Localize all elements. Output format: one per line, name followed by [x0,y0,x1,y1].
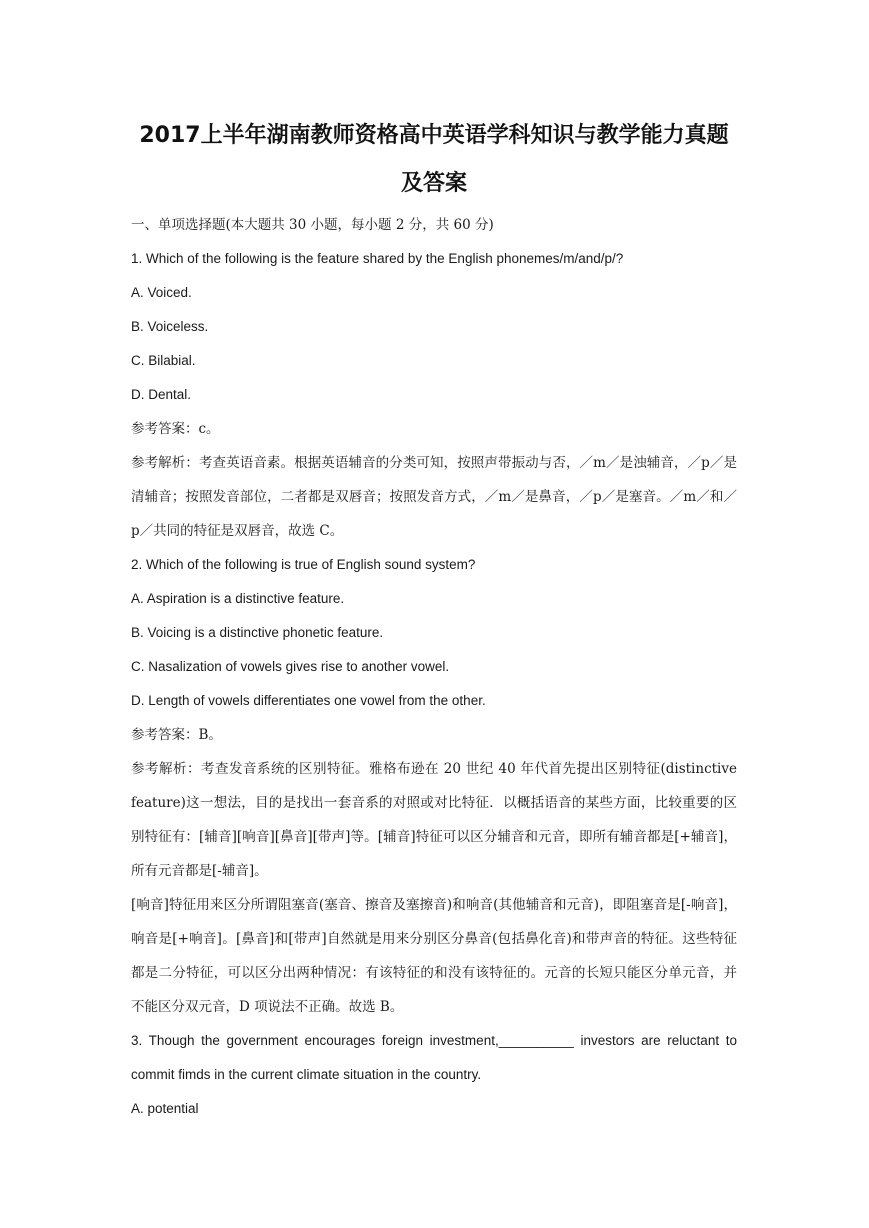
section-heading: 一、单项选择题(本大题共 30 小题，每小题 2 分，共 60 分) [131,217,494,233]
question-2-option-a: A. Aspiration is a distinctive feature. [131,591,345,606]
question-3-stem: 3. Though the government encourages foreign investment,__________ investors are reluctant to commit fimds in the current climate situation in the country. [131,1033,737,1082]
question-2-option-c: C. Nasalization of vowels gives rise to another vowel. [131,659,450,674]
question-1-option-d: D. Dental. [131,387,192,402]
document-page [131,0,737,1126]
question-1-option-a: A. Voiced. [131,285,192,300]
question-3-option-a: A. potential [131,1101,199,1116]
question-1-answer: 参考答案：c。 [131,421,220,437]
question-1-option-c: C. Bilabial. [131,353,196,368]
document-title: 2017上半年湖南教师资格高中英语学科知识与教学能力真题及答案 [139,123,729,196]
question-2-analysis-part-2: [响音]特征用来区分所谓阻塞音(塞音、擦音及塞擦音)和响音(其他辅音和元音)，即阻塞音是[-响音]，响音是[+响音]。[鼻音]和[带声]自然就是用来分别区分鼻音(包括鼻化音)和带声音的特征。这些特征都是二分特征，可以区分出两种情况：有该特征的和没有该特征的。元音的长短只能区分单元音，并不能区分双元音，D 项说法不正确。故选 B。 [131,897,737,1015]
question-1-analysis: 参考解析：考查英语音素。根据英语辅音的分类可知，按照声带振动与否，／m／是浊辅音，／p／是清辅音；按照发音部位，二者都是双唇音；按照发音方式，／m／是鼻音，／p／是塞音。／m／和／p／共同的特征是双唇音，故选 C。 [131,455,737,539]
question-2-answer: 参考答案：B。 [131,727,222,743]
question-1-option-b: B. Voiceless. [131,319,209,334]
question-2-stem: 2. Which of the following is true of English sound system? [131,557,476,572]
question-1-stem: 1. Which of the following is the feature shared by the English phonemes/m/and/p/? [131,251,624,266]
question-2-option-d: D. Length of vowels differentiates one vowel from the other. [131,693,486,708]
question-2-option-b: B. Voicing is a distinctive phonetic feature. [131,625,384,640]
question-2-analysis-part-1: 参考解析：考查发音系统的区别特征。雅格布逊在 20 世纪 40 年代首先提出区别特征(distinctive feature)这一想法，目的是找出一套音系的对照或对比特征．以概括语音的某些方面，比较重要的区别特征有：[辅音][响音][鼻音][带声]等。[辅音]特征可以区分辅音和元音，即所有辅音都是[+辅音]，所有元音都是[-辅音]。 [131,761,737,879]
